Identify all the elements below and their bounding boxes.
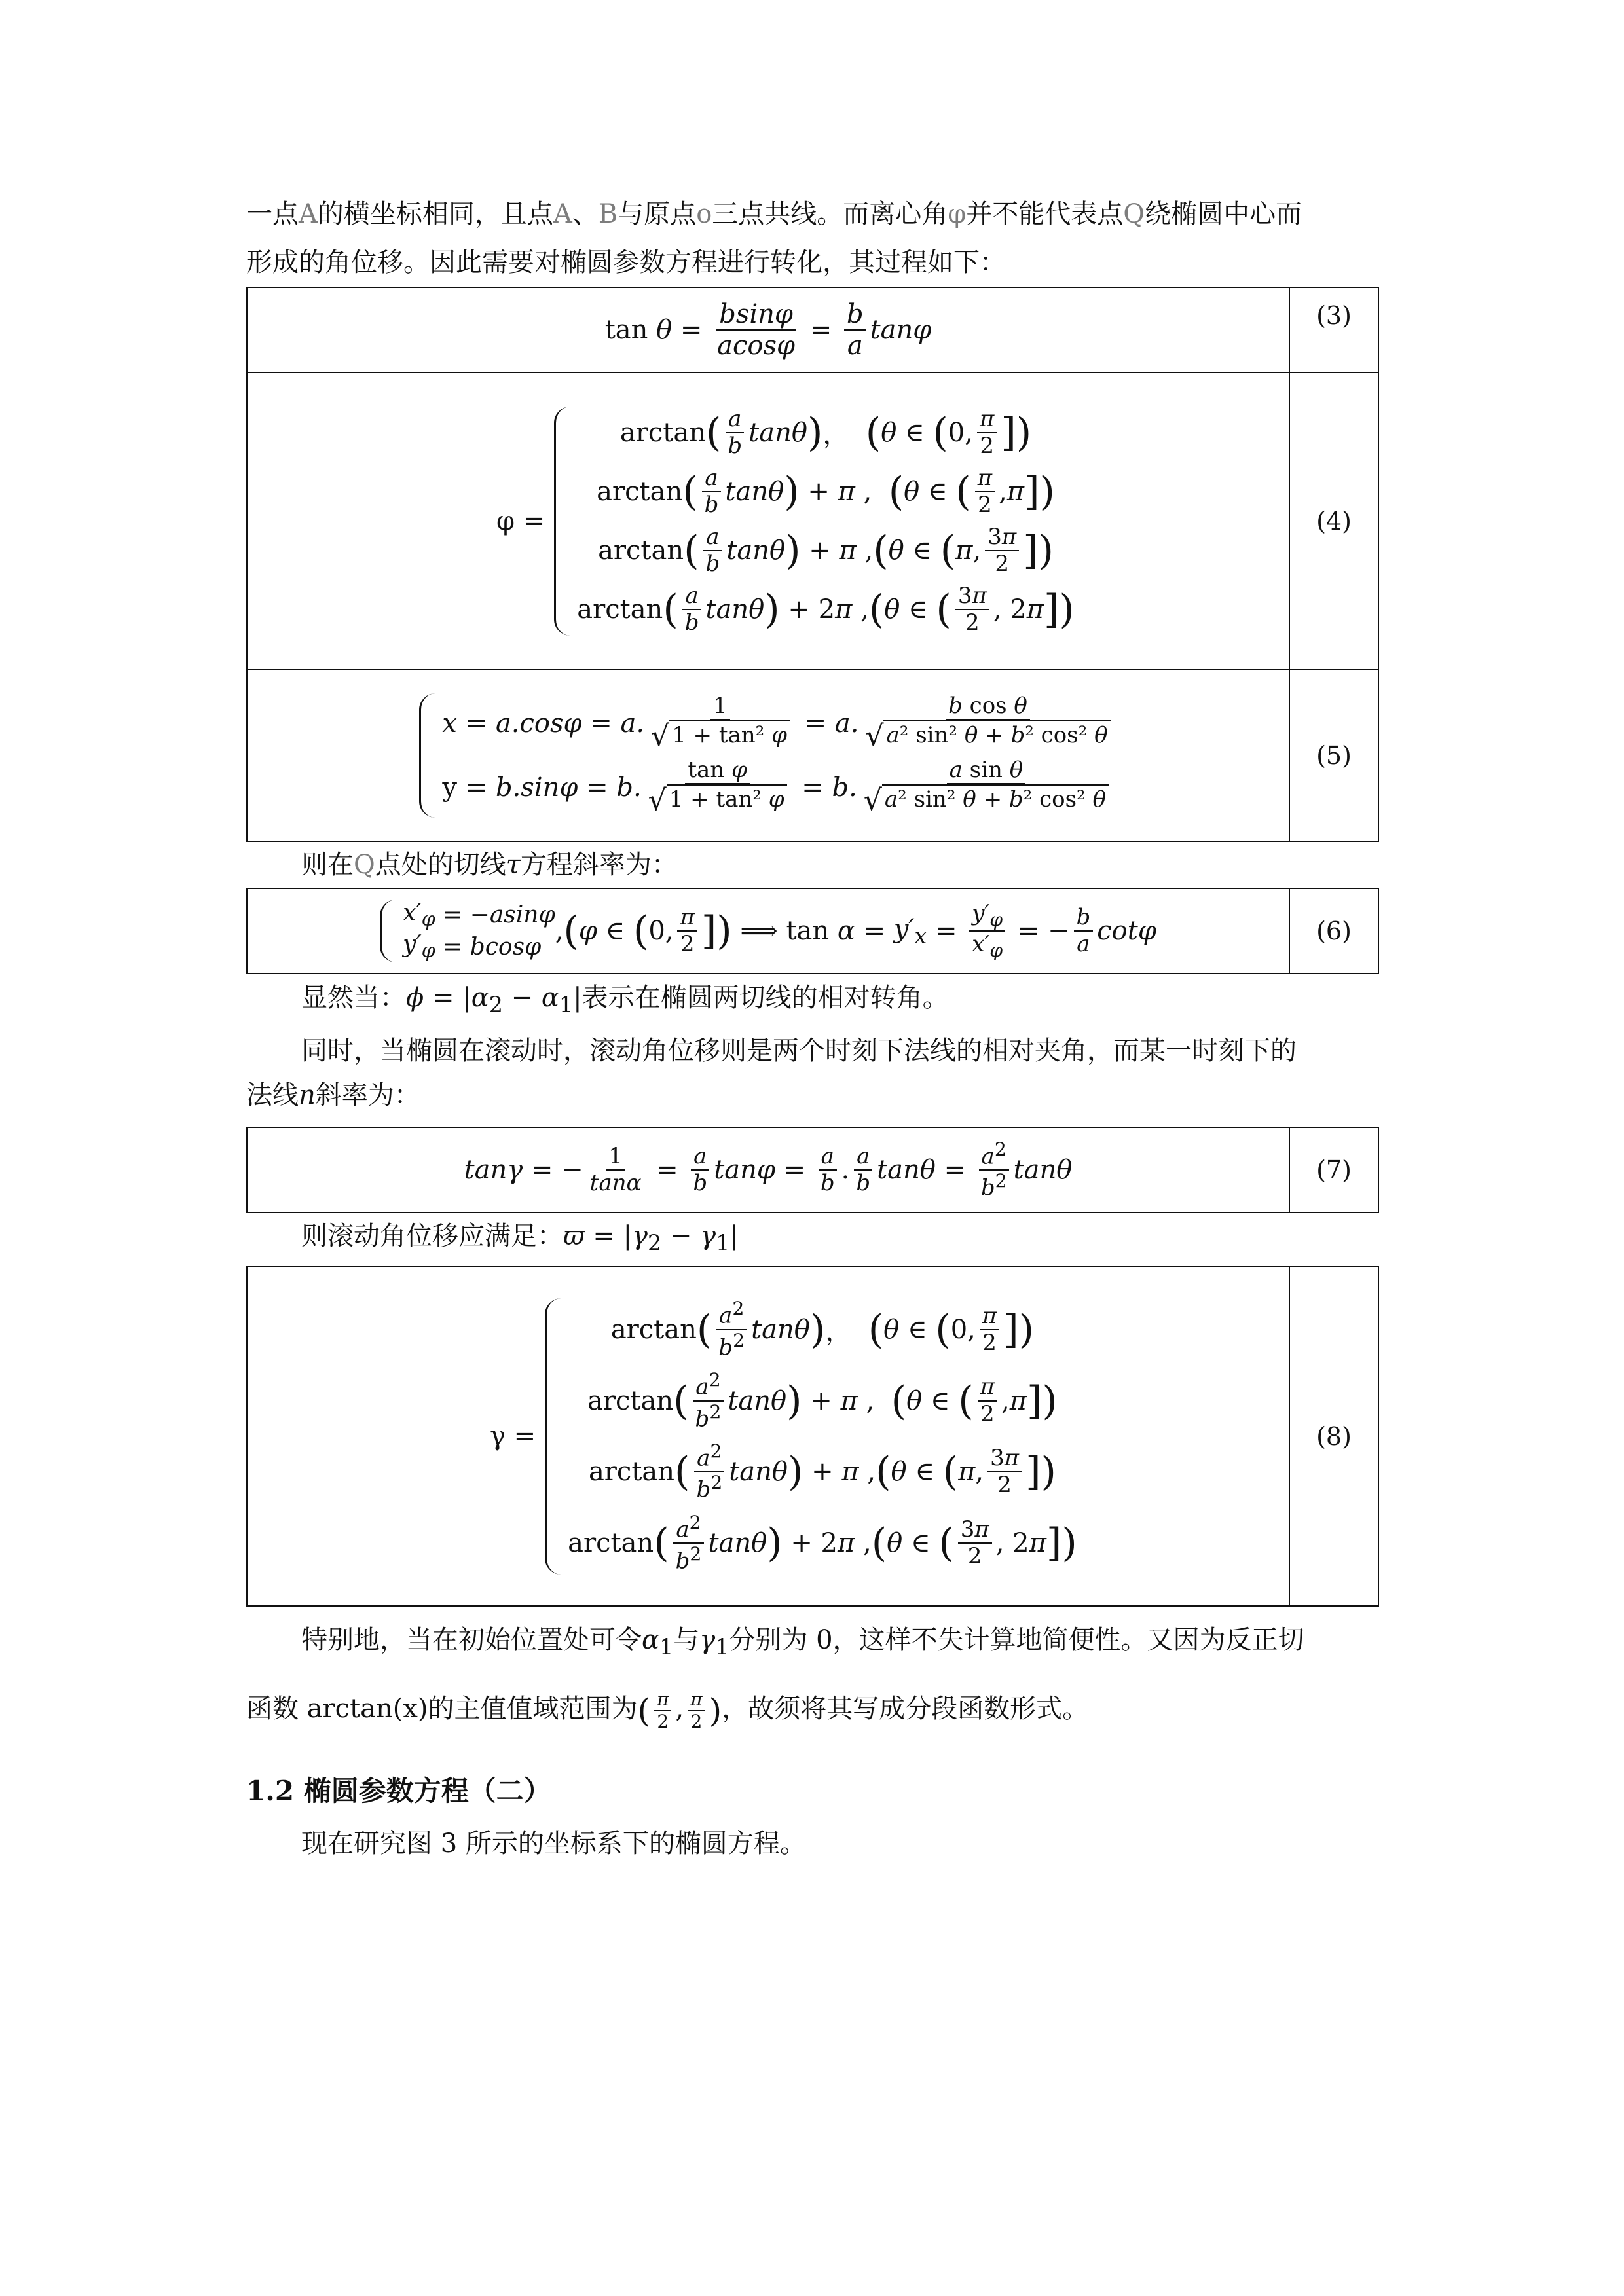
equation-number: (5) <box>1289 670 1378 841</box>
symbol: φ <box>948 199 967 229</box>
equation-lhs: γ = <box>490 1421 536 1451</box>
equation-3-box <box>246 287 1379 373</box>
equation-number: (4) <box>1289 373 1378 669</box>
obvious-paragraph: 显然当：$\phi = |\alpha_2 - \alpha_1|$表示在椭圆两切线的相对转角。 <box>301 983 949 1017</box>
text: 显然当： <box>301 983 406 1013</box>
equation-number: (3) <box>1289 288 1378 372</box>
point-label: A <box>553 199 572 229</box>
intro-line-1 <box>246 190 1379 238</box>
equation-6-box <box>246 888 1379 974</box>
equation-5: x = a.cosφ = a. 1 √ 1 + tan² φ = a. b cos θ √ a² sin² θ + b² cos² θ y = b.sinφ = b. tan φ √ 1 + tan² φ = b. a sin θ √ a² sin² θ + b² cos² θ <box>248 670 1289 841</box>
text: 绕椭圆中心而 <box>1145 199 1302 229</box>
point-label: A <box>299 199 318 229</box>
text: ，故须将其写成分段函数形式。 <box>722 1694 1089 1724</box>
equation-4-box <box>246 373 1379 670</box>
text: 与 <box>673 1625 700 1655</box>
text: 法线 <box>246 1080 299 1110</box>
text: 则滚动角位移应满足： <box>301 1221 563 1251</box>
intro-line-2: 形成的角位移。因此需要对椭圆参数方程进行转化，其过程如下： <box>246 247 1006 278</box>
point-label: o <box>696 199 712 229</box>
text: 与原点 <box>618 199 697 229</box>
equation-7-box <box>246 1127 1379 1213</box>
equation-number: (8) <box>1289 1267 1378 1605</box>
equation-number: (6) <box>1289 889 1378 973</box>
equation-5-box <box>246 670 1379 842</box>
equation-6: $x'_\varphi$ = − asinφ $y'_\varphi$ = bcosφ , ( φ ∈ ( 0, $\frac{\pi}{2}$ ] ) ⟹ tan α = $y'_x$ = $\frac{y'_\varphi}{x'_\varphi}$ = − $\frac{b}{a}$ cotφ <box>248 889 1289 973</box>
tangent-paragraph <box>246 842 1379 888</box>
text: 函数 arctan(x)的主值值域范围为 <box>246 1694 638 1724</box>
text: 三点共线。而离心角 <box>712 199 948 229</box>
document-page <box>246 190 1379 1868</box>
equation-3: tan θ = $\frac{bsin\varphi}{acos\varphi}$ = $\frac{b}{a}$ tanφ <box>604 299 932 361</box>
text: 的横坐标相同，且点 <box>317 199 553 229</box>
equation-4: φ = arctan ( $\frac{a}{b}$ tanθ ) ， ( θ ∈ ( 0, $\frac{\pi}{2}$ ] ) arctan ( $\frac{a}{b}$ tanθ ) + π , ( θ ∈ ( $\frac{\pi}{2}$ , π ] ) arctan ( $\frac{a}{b}$ tanθ ) + π , ( θ ∈ ( π , $\frac{3\pi}{2}$ ] ) arctan ( $\frac{a}{b}$ tanθ ) + 2 π , ( θ ∈ ( $\frac{3\pi}{2}$ , 2 π ] ) <box>496 405 1075 636</box>
equation-8-box <box>246 1266 1379 1607</box>
text: 方程斜率为： <box>520 850 678 880</box>
meanwhile-line-2: 法线n斜率为： <box>246 1080 420 1110</box>
equation-lhs: φ = <box>496 506 545 536</box>
text: 则在 <box>301 850 354 880</box>
symbol: τ <box>506 850 521 880</box>
equation-7: tanγ = − $\frac{1}{\tan\alpha}$ = $\frac{a}{b}$ tanφ = $\frac{a}{b}$ . $\frac{a}{b}$ tanθ = $\frac{a^2}{b^2}$ tanθ <box>464 1138 1073 1201</box>
section-heading: 1.2 椭圆参数方程（二） <box>246 1775 551 1807</box>
text: 分别为 0，这样不失计算地简便性。又因为反正切 <box>729 1625 1304 1655</box>
text: 斜率为： <box>315 1080 420 1110</box>
text: 、 <box>572 199 599 229</box>
equation-8: γ = arctan ( $\frac{a^2}{b^2}$ tanθ ) ， ( θ ∈ ( 0, $\frac{\pi}{2}$ ] ) arctan ( $\frac{a^2}{b^2}$ tanθ ) + π , ( θ ∈ ( $\frac{\pi}{2}$ , π ] ) arctan ( $\frac{a^2}{b^2}$ tanθ ) + π , ( θ ∈ ( π , $\frac{3\pi}{2}$ ] ) arctan ( $\frac{a^2}{b^2}$ tanθ ) + 2 π , ( θ ∈ ( $\frac{3\pi}{2}$ , 2 π ] ) <box>490 1298 1077 1575</box>
special-line-2: 函数 arctan(x)的主值值域范围为( $\frac{\pi}{2}$ , $\frac{\pi}{2}$ )，故须将其写成分段函数形式。 <box>246 1688 1089 1732</box>
point-label: Q <box>1123 199 1145 229</box>
meanwhile-line-1: 同时，当椭圆在滚动时，滚动角位移则是两个时刻下法线的相对夹角，而某一时刻下的 <box>301 1036 1297 1066</box>
equation-number: (7) <box>1289 1128 1378 1212</box>
text: 并不能代表点 <box>966 199 1124 229</box>
point-label: B <box>598 199 618 229</box>
rolling-paragraph: 则滚动角位移应满足：$ϖ = |\gamma_2 - \gamma_1|$ <box>301 1221 739 1256</box>
text: 特别地，当在初始位置处可令 <box>301 1625 642 1655</box>
point-label: Q <box>354 850 375 880</box>
special-line-1: 特别地，当在初始位置处可令$\alpha_1$与$\gamma_1$分别为 0，这样不失计算地简便性。又因为反正切 <box>301 1625 1304 1660</box>
text: 点处的切线 <box>375 850 506 880</box>
final-paragraph: 现在研究图 3 所示的坐标系下的椭圆方程。 <box>301 1829 806 1859</box>
text: 一点 <box>246 199 299 229</box>
text: 表示在椭圆两切线的相对转角。 <box>581 983 949 1013</box>
